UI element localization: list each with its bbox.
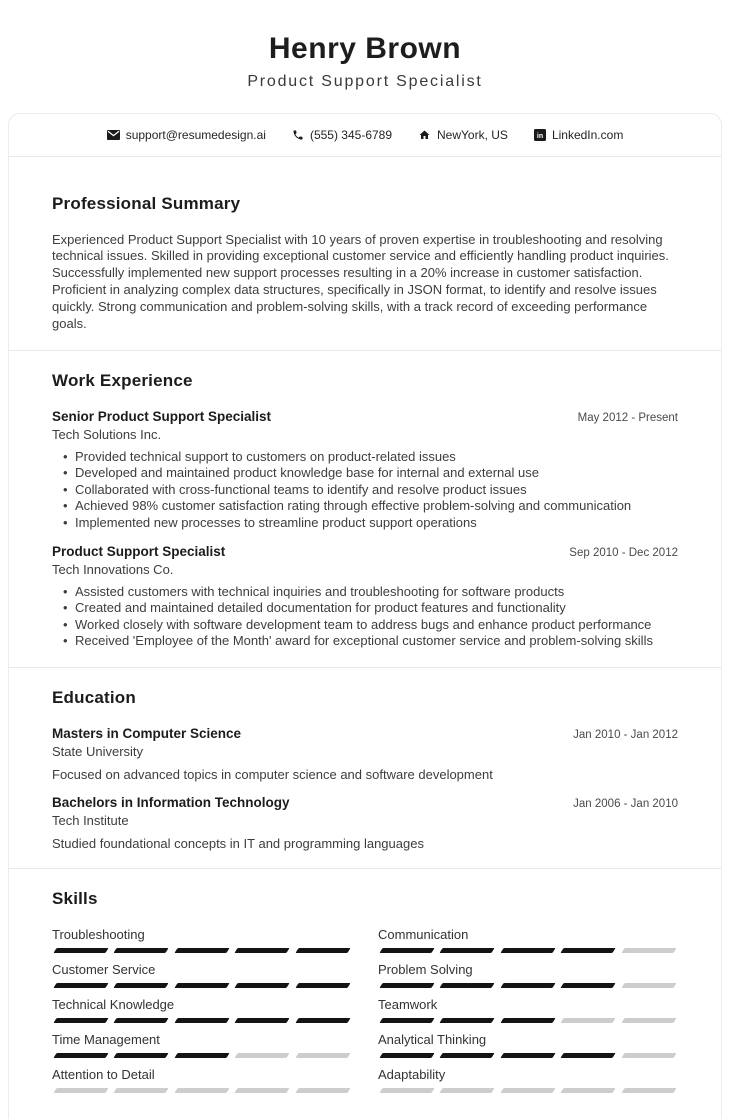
skill-bar-segment-filled bbox=[500, 948, 556, 953]
skill-bar-segment-empty bbox=[235, 1088, 291, 1093]
skill-level-bar bbox=[378, 1088, 678, 1093]
degree-entry bbox=[52, 795, 678, 851]
skill-bar-segment-empty bbox=[621, 1018, 677, 1023]
job-title: Senior Product Support Specialist bbox=[52, 408, 272, 424]
skill-bar-segment-empty bbox=[295, 1053, 351, 1058]
skill-level-bar bbox=[378, 983, 678, 988]
job-company: Tech Innovations Co. bbox=[52, 561, 174, 577]
skill-bar-segment-filled bbox=[500, 1053, 556, 1058]
skill-level-bar bbox=[52, 983, 352, 988]
skills-grid bbox=[52, 927, 678, 1102]
skill-label: Adaptability bbox=[378, 1066, 446, 1082]
skill-bar-segment-filled bbox=[500, 983, 556, 988]
skill-label: Communication bbox=[378, 926, 469, 942]
contact-bar bbox=[9, 114, 721, 157]
skill-item bbox=[52, 962, 352, 990]
skill-bar-segment-filled bbox=[561, 948, 617, 953]
skill-bar-segment-filled bbox=[114, 983, 170, 988]
job-entry bbox=[52, 544, 678, 650]
skill-item bbox=[378, 1067, 678, 1095]
skill-bar-segment-filled bbox=[379, 983, 435, 988]
linkedin-icon bbox=[534, 129, 546, 141]
skill-bar-segment-empty bbox=[500, 1088, 556, 1093]
skill-bar-segment-empty bbox=[379, 1088, 435, 1093]
job-company: Tech Solutions Inc. bbox=[52, 426, 162, 442]
skill-bar-segment-filled bbox=[53, 1053, 109, 1058]
skill-level-bar bbox=[378, 948, 678, 953]
job-bullet: • Worked closely with software development team to address bugs and enhance product performance bbox=[52, 617, 678, 633]
skill-label: Analytical Thinking bbox=[378, 1031, 487, 1047]
contact-phone[interactable] bbox=[292, 128, 392, 142]
home-icon bbox=[418, 129, 431, 141]
skill-bar-segment-filled bbox=[174, 983, 230, 988]
degree-dates: Jan 2006 - Jan 2010 bbox=[573, 797, 678, 810]
phone-icon bbox=[292, 129, 304, 141]
skill-bar-segment-filled bbox=[379, 1053, 435, 1058]
job-bullet-list bbox=[52, 449, 678, 531]
skill-bar-segment-filled bbox=[295, 983, 351, 988]
person-job-title: Product Support Specialist bbox=[247, 72, 483, 90]
skill-label: Customer Service bbox=[52, 961, 156, 977]
skill-bar-segment-filled bbox=[500, 1018, 556, 1023]
job-dates: May 2012 - Present bbox=[577, 411, 678, 424]
degree-description: Focused on advanced topics in computer science and software development bbox=[52, 766, 493, 782]
job-entry bbox=[52, 409, 678, 531]
skill-bar-segment-empty bbox=[621, 948, 677, 953]
skill-bar-segment-filled bbox=[174, 1053, 230, 1058]
job-bullet: • Achieved 98% customer satisfaction rating through effective problem-solving and communication bbox=[52, 498, 678, 514]
skill-item bbox=[52, 1032, 352, 1060]
skills-column-right bbox=[378, 927, 678, 1102]
job-title: Product Support Specialist bbox=[52, 543, 226, 559]
skill-bar-segment-empty bbox=[621, 1088, 677, 1093]
skill-bar-segment-empty bbox=[53, 1088, 109, 1093]
skill-label: Teamwork bbox=[378, 996, 438, 1012]
contact-location-text: NewYork, US bbox=[437, 127, 508, 142]
skill-bar-segment-empty bbox=[561, 1018, 617, 1023]
skill-item bbox=[378, 1032, 678, 1060]
skill-level-bar bbox=[378, 1018, 678, 1023]
skill-bar-segment-empty bbox=[621, 983, 677, 988]
skill-bar-segment-filled bbox=[114, 1018, 170, 1023]
skills-column-left bbox=[52, 927, 352, 1102]
skill-bar-segment-filled bbox=[235, 948, 291, 953]
summary-text: Experienced Product Support Specialist with 10 years of proven expertise in troubleshooting and resolving technical issues. Skilled in providing exceptional customer service and efficiently handling product inquiries. Successfully implemented new support processes resulting in a 20% increase in customer satisfaction. Proficient in analyzing complex data structures, specifically in JSON format, to identify and resolve issues quickly. Strong communication and problem-solving skills, with a track record of exceeding performance goals. bbox=[52, 231, 669, 332]
skill-bar-segment-filled bbox=[440, 1053, 496, 1058]
skill-bar-segment-filled bbox=[295, 948, 351, 953]
degree-description: Studied foundational concepts in IT and programming languages bbox=[52, 835, 424, 851]
skill-bar-segment-empty bbox=[174, 1088, 230, 1093]
skill-bar-segment-filled bbox=[53, 983, 109, 988]
skill-label: Time Management bbox=[52, 1031, 160, 1047]
person-name: Henry Brown bbox=[268, 32, 462, 65]
skill-label: Technical Knowledge bbox=[52, 996, 175, 1012]
skill-level-bar bbox=[378, 1053, 678, 1058]
skill-bar-segment-filled bbox=[440, 948, 496, 953]
degree-title: Masters in Computer Science bbox=[52, 725, 242, 741]
degree-school: Tech Institute bbox=[52, 812, 129, 828]
degree-title: Bachelors in Information Technology bbox=[52, 794, 290, 810]
skill-bar-segment-filled bbox=[53, 1018, 109, 1023]
resume-card bbox=[8, 113, 722, 1119]
envelope-icon bbox=[107, 130, 120, 140]
skill-bar-segment-filled bbox=[295, 1018, 351, 1023]
skill-bar-segment-filled bbox=[114, 948, 170, 953]
skill-level-bar bbox=[52, 1018, 352, 1023]
skill-item bbox=[52, 927, 352, 955]
skill-bar-segment-empty bbox=[561, 1088, 617, 1093]
skill-bar-segment-empty bbox=[440, 1088, 496, 1093]
skill-bar-segment-filled bbox=[114, 1053, 170, 1058]
contact-location[interactable] bbox=[418, 128, 508, 142]
job-bullet: • Received 'Employee of the Month' award for exceptional customer service and problem-solving skills bbox=[52, 633, 678, 649]
skills-heading: Skills bbox=[52, 888, 98, 908]
svg-text:in: in bbox=[536, 132, 544, 140]
skill-bar-segment-filled bbox=[440, 1018, 496, 1023]
contact-email-text: support@resumedesign.ai bbox=[125, 127, 266, 142]
skill-bar-segment-empty bbox=[621, 1053, 677, 1058]
section-education bbox=[9, 667, 721, 868]
skill-item bbox=[378, 927, 678, 955]
skill-level-bar bbox=[52, 948, 352, 953]
contact-email[interactable] bbox=[107, 128, 266, 142]
summary-heading: Professional Summary bbox=[52, 193, 241, 213]
skill-bar-segment-filled bbox=[379, 948, 435, 953]
skill-bar-segment-empty bbox=[114, 1088, 170, 1093]
contact-linkedin-text: LinkedIn.com bbox=[551, 127, 624, 142]
degree-school: State University bbox=[52, 743, 144, 759]
skill-bar-segment-empty bbox=[235, 1053, 291, 1058]
job-bullet: • Assisted customers with technical inquiries and troubleshooting for software products bbox=[52, 584, 678, 600]
skill-item bbox=[378, 962, 678, 990]
skill-bar-segment-filled bbox=[53, 948, 109, 953]
skill-label: Problem Solving bbox=[378, 961, 473, 977]
degree-dates: Jan 2010 - Jan 2012 bbox=[573, 728, 678, 741]
skill-item bbox=[378, 997, 678, 1025]
skill-bar-segment-filled bbox=[379, 1018, 435, 1023]
skill-bar-segment-filled bbox=[235, 1018, 291, 1023]
job-bullet-list bbox=[52, 584, 678, 650]
education-heading: Education bbox=[52, 687, 136, 707]
job-dates: Sep 2010 - Dec 2012 bbox=[569, 546, 678, 559]
skill-label: Attention to Detail bbox=[52, 1066, 155, 1082]
skill-bar-segment-filled bbox=[561, 983, 617, 988]
job-bullet: • Provided technical support to customers on product-related issues bbox=[52, 449, 678, 465]
skill-item bbox=[52, 1067, 352, 1095]
contact-linkedin[interactable] bbox=[534, 128, 623, 142]
skill-label: Troubleshooting bbox=[52, 926, 145, 942]
skill-level-bar bbox=[52, 1053, 352, 1058]
experience-heading: Work Experience bbox=[52, 370, 193, 390]
job-bullet: • Developed and maintained product knowledge base for internal and external use bbox=[52, 465, 678, 481]
skill-bar-segment-filled bbox=[174, 1018, 230, 1023]
degree-entry bbox=[52, 726, 678, 782]
skill-bar-segment-filled bbox=[235, 983, 291, 988]
skill-bar-segment-empty bbox=[295, 1088, 351, 1093]
section-skills bbox=[9, 868, 721, 1119]
skill-level-bar bbox=[52, 1088, 352, 1093]
job-bullet: • Created and maintained detailed documentation for product features and functionality bbox=[52, 600, 678, 616]
section-professional-summary bbox=[9, 157, 721, 350]
skill-bar-segment-filled bbox=[174, 948, 230, 953]
skill-bar-segment-filled bbox=[561, 1053, 617, 1058]
section-work-experience bbox=[9, 350, 721, 667]
skill-bar-segment-filled bbox=[440, 983, 496, 988]
job-bullet: • Implemented new processes to streamline product support operations bbox=[52, 515, 678, 531]
skill-item bbox=[52, 997, 352, 1025]
resume-header bbox=[0, 0, 730, 91]
job-bullet: • Collaborated with cross-functional teams to identify and resolve product issues bbox=[52, 482, 678, 498]
contact-phone-text: (555) 345-6789 bbox=[309, 127, 393, 142]
